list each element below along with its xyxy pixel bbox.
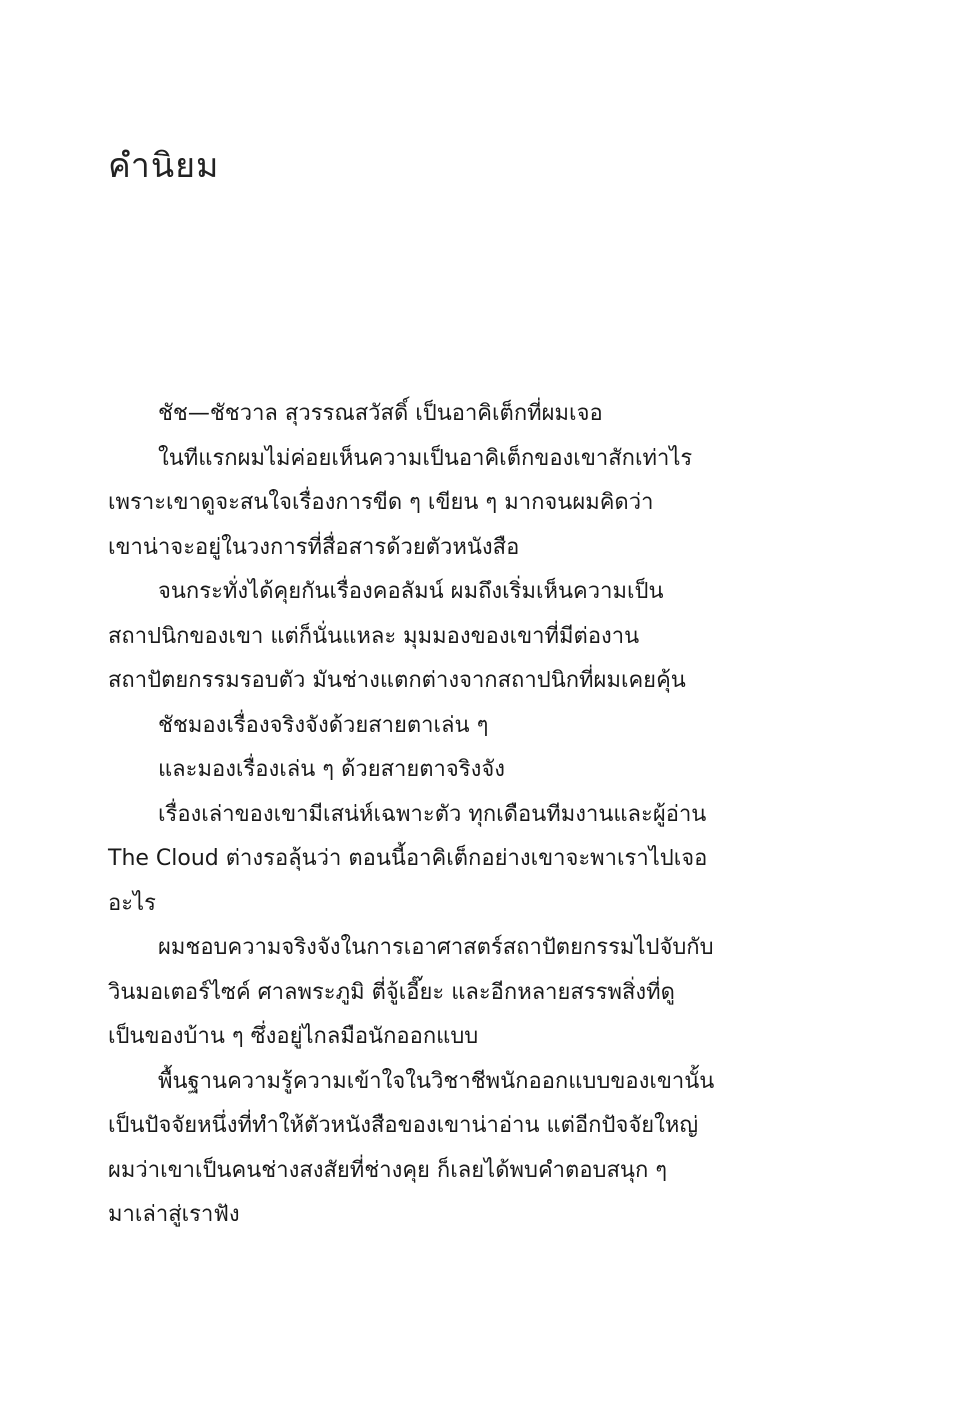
text-line: ในทีแรกผมไม่ค่อยเห็นความเป็นอาคิเต็กของเขาสักเท่าไร	[158, 445, 693, 471]
text-line: ผมชอบความจริงจังในการเอาศาสตร์สถาปัตยกรรมไปจับกับ	[158, 935, 714, 960]
text-line: เขาน่าจะอยู่ในวงการที่สื่อสารด้วยตัวหนังสือ	[108, 534, 520, 560]
text-line: เป็นปัจจัยหนึ่งที่ทำให้ตัวหนังสือของเขาน่าอ่าน แต่อีกปัจจัยใหญ่	[108, 1113, 699, 1138]
text-line: เรื่องเล่าของเขามีเสน่ห์เฉพาะตัว ทุกเดือนทีมงานและผู้อ่าน	[158, 801, 707, 827]
text-line: มาเล่าสู่เราฟัง	[108, 1202, 240, 1227]
page-title: คำนิยม	[108, 146, 220, 186]
text-line: ชัช—ชัชวาล สุวรรณสวัสดิ์ เป็นอาคิเต็กที่ผมเจอ	[158, 401, 603, 426]
text-line: The Cloud ต่างรอลุ้นว่า ตอนนี้อาคิเต็กอย่างเขาจะพาเราไปเจอ	[108, 846, 708, 871]
text-line: วินมอเตอร์ไซค์ ศาลพระภูมิ ตี่จู้เอี๊ยะ และอีกหลายสรรพสิ่งที่ดู	[108, 979, 675, 1005]
text-line: จนกระทั่งได้คุยกันเรื่องคอลัมน์ ผมถึงเริ่มเห็นความเป็น	[158, 579, 664, 604]
text-line: และมองเรื่องเล่น ๆ ด้วยสายตาจริงจัง	[158, 757, 505, 782]
text-line: อะไร	[108, 890, 156, 916]
text-line: สถาปนิกของเขา แต่ก็นั่นแหละ มุมมองของเขาที่มีต่องาน	[108, 623, 640, 649]
text-line: พื้นฐานความรู้ความเข้าใจในวิชาชีพนักออกแบบของเขานั้น	[158, 1068, 715, 1094]
text-line: ชัชมองเรื่องจริงจังด้วยสายตาเล่น ๆ	[158, 712, 489, 738]
text-line: สถาปัตยกรรมรอบตัว มันช่างแตกต่างจากสถาปนิกที่ผมเคยคุ้น	[108, 668, 686, 693]
text-line: ผมว่าเขาเป็นคนช่างสงสัยที่ช่างคุย ก็เลยได้พบคำตอบสนุก ๆ	[108, 1157, 668, 1183]
text-line: เพราะเขาดูจะสนใจเรื่องการขีด ๆ เขียน ๆ มากจนผมคิดว่า	[108, 490, 654, 515]
foreword-body	[108, 392, 788, 1238]
text-line: เป็นของบ้าน ๆ ซึ่งอยู่ไกลมือนักออกแบบ	[108, 1024, 479, 1049]
